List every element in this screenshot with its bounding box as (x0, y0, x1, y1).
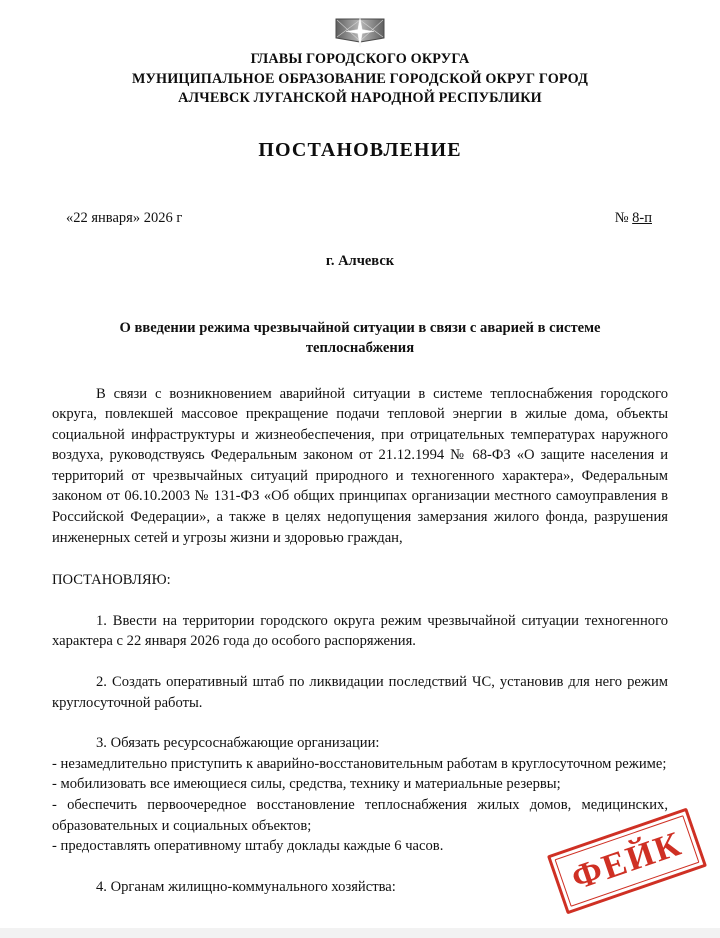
preamble-paragraph: В связи с возникновением аварийной ситуации в системе теплоснабжения городского округа, повлекшей массовое прекращение подачи тепловой энергии в жилые дома, объекты социальной инфраструктуры и жизнеобеспечения, при отрицательных температурах наружного воздуха, руководствуясь Федеральным законом от 21.12.1994 № 68-ФЗ «О защите населения и территорий от чрезвычайных ситуаций природного и техногенного характера», Федеральным законом от 06.10.2003 № 131-ФЗ «Об общих принципах организации местного самоуправления в Российской Федерации», а также в целях недопущения замерзания жилого фонда, разрушения инженерных сетей и угрозы жизни и здоровью граждан, (52, 385, 668, 546)
coat-of-arms-emblem-icon (334, 16, 386, 48)
document-meta-row (52, 210, 668, 227)
item-3-dash-3: - обеспечить первоочередное восстановление теплоснабжения жилых домов, медицинских, образовательных и социальных объектов; (52, 797, 668, 834)
document-type-title: ПОСТАНОВЛЕНИЕ (258, 138, 462, 161)
item-3-dash-2: - мобилизовать все имеющиеся силы, средства, технику и материальные резервы; (52, 776, 561, 793)
document-body (52, 384, 668, 898)
header-line-3: АЛЧЕВСК ЛУГАНСКОЙ НАРОДНОЙ РЕСПУБЛИКИ (178, 90, 542, 106)
number-value: 8-п (632, 209, 652, 226)
item-3-paragraph: 3. Обязать ресурсоснабжающие организации: (96, 735, 380, 752)
number-label: № (614, 209, 629, 226)
item-4-paragraph: 4. Органам жилищно-коммунального хозяйства: (96, 878, 396, 895)
document-date: «22 января» 2026 г (66, 209, 183, 226)
item-3-dash-4: - предоставлять оперативному штабу доклады каждые 6 часов. (52, 838, 444, 855)
item-2-paragraph: 2. Создать оперативный штаб по ликвидации последствий ЧС, установив для него режим круглосуточной работы. (52, 674, 668, 711)
header-line-1: ГЛАВЫ ГОРОДСКОГО ОКРУГА (250, 51, 470, 67)
resolve-heading: ПОСТАНОВЛЯЮ: (52, 572, 171, 589)
document-city: г. Алчевск (325, 252, 395, 269)
item-1-paragraph: 1. Ввести на территории городского округа режим чрезвычайной ситуации техногенного характера с 22 января 2026 года до особого распоряжения. (52, 612, 668, 650)
page-bottom-band (0, 928, 720, 938)
header-line-2: МУНИЦИПАЛЬНОЕ ОБРАЗОВАНИЕ ГОРОДСКОЙ ОКРУГ ГОРОД (131, 70, 589, 87)
fake-stamp-label: ФЕЙК (566, 823, 687, 898)
item-3-dash-1: - незамедлительно приступить к аварийно-восстановительным работам в круглосуточном режиме; (52, 755, 667, 772)
document-subject-title: О введении режима чрезвычайной ситуации в связи с аварией в системе теплоснабжения (119, 319, 601, 356)
emblem-container (52, 0, 668, 42)
organisation-header (52, 50, 668, 109)
document-number (615, 210, 652, 227)
